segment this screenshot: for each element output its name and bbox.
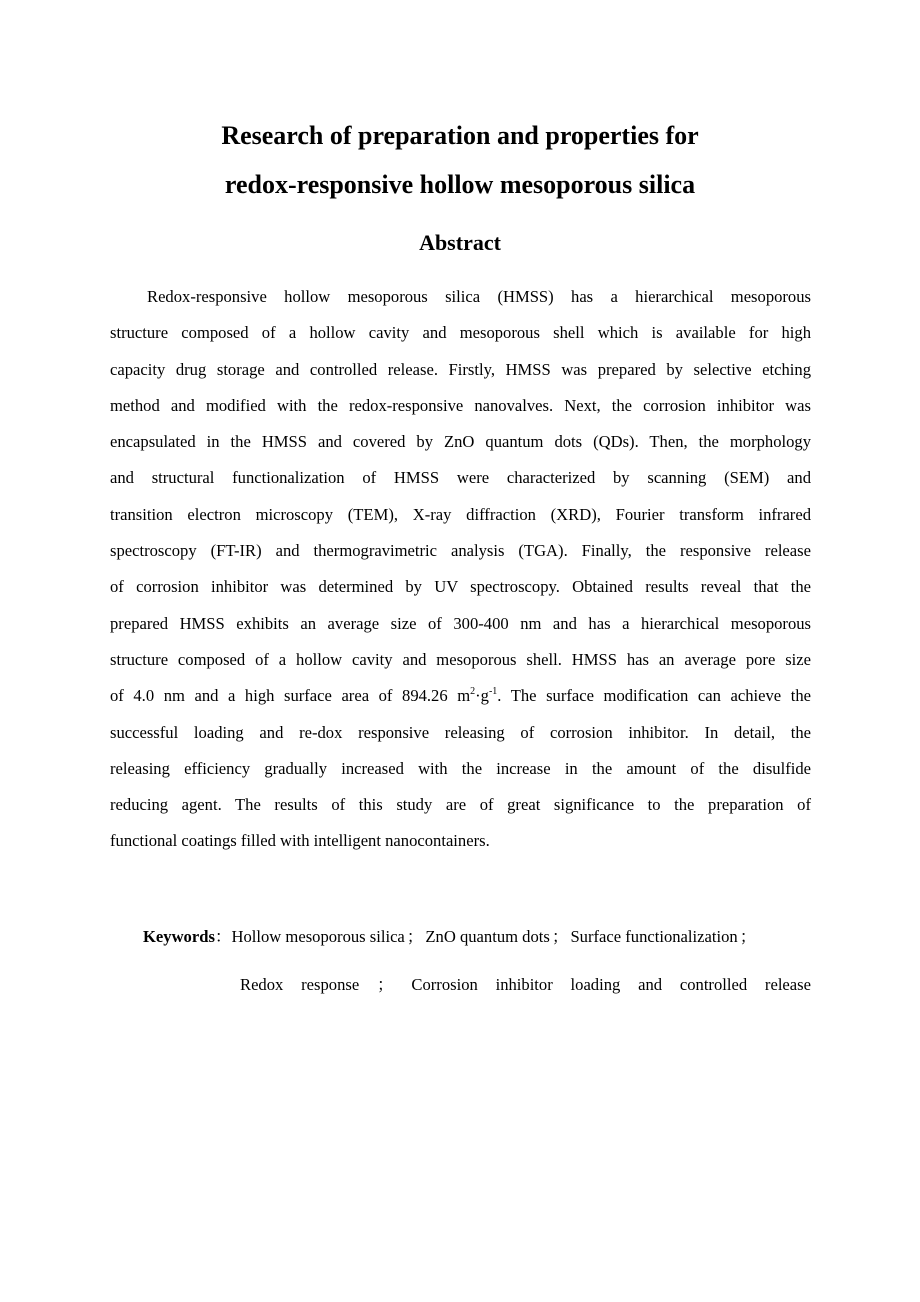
abstract-line: and structural functionalization of HMSS were characterized by scanning (SEM) and [110,468,811,488]
keyword-separator: ； [739,927,757,946]
title-line-1: Research of preparation and properties for [221,121,699,150]
abstract-line: encapsulated in the HMSS and covered by ZnO quantum dots (QDs). Then, the morphology [110,432,811,452]
keywords-label: Keywords [143,927,215,946]
superscript: 2 [470,686,476,698]
abstract-line: capacity drug storage and controlled release. Firstly, HMSS was prepared by selective etching [110,359,811,379]
keyword: Corrosion inhibitor loading and controlled release [411,975,811,994]
abstract-line: method and modified with the redox-responsive nanovalves. Next, the corrosion inhibitor was [110,395,811,415]
abstract-line: releasing efficiency gradually increased with the increase in the amount of the disulfide [110,758,811,778]
superscript: -1 [488,686,498,698]
keyword: Redox response [240,975,360,994]
keyword: Hollow mesoporous silica [231,927,405,946]
keyword-separator: ； [551,927,569,946]
keyword-separator: ； [377,975,394,994]
abstract-line: structure composed of a hollow cavity and mesoporous shell which is available for high [110,323,811,343]
abstract-text: of 4.0 nm and a high surface area of 894.26 m [110,686,471,706]
abstract-line: spectroscopy (FT-IR) and thermogravimetric analysis (TGA). Finally, the responsive release [110,541,811,561]
keyword: Surface functionalization [570,927,738,946]
abstract-line: functional coatings filled with intelligent nanocontainers. [110,831,490,851]
abstract-line: structure composed of a hollow cavity and mesoporous shell. HMSS has an average pore size [110,649,811,669]
abstract-line: Redox-responsive hollow mesoporous silica (HMSS) has a hierarchical mesoporous [147,287,811,306]
keyword-separator: ； [406,927,424,946]
abstract-text: . The surface modification can achieve the [497,686,811,706]
abstract-body [110,282,811,863]
abstract-line: reducing agent. The results of this study are of great significance to the preparation of [110,795,811,815]
abstract-line-surface-area [110,681,811,717]
keywords-line-2 [240,970,811,1000]
abstract-line: prepared HMSS exhibits an average size of 300-400 nm and has a hierarchical mesoporous [110,613,811,633]
keyword: ZnO quantum dots [425,927,550,946]
abstract-line: successful loading and re-dox responsive releasing of corrosion inhibitor. In detail, the [110,722,811,742]
keywords-label-separator: ： [214,927,232,946]
abstract-line: transition electron microscopy (TEM), X-ray diffraction (XRD), Fourier transform infrared [110,504,811,524]
title-line-2: redox-responsive hollow mesoporous silica [224,170,696,199]
abstract-line: of corrosion inhibitor was determined by UV spectroscopy. Obtained results reveal that the [110,577,811,597]
abstract-heading: Abstract [419,230,501,255]
abstract-text: ·g [475,686,489,706]
keywords-line-1 [143,922,811,952]
